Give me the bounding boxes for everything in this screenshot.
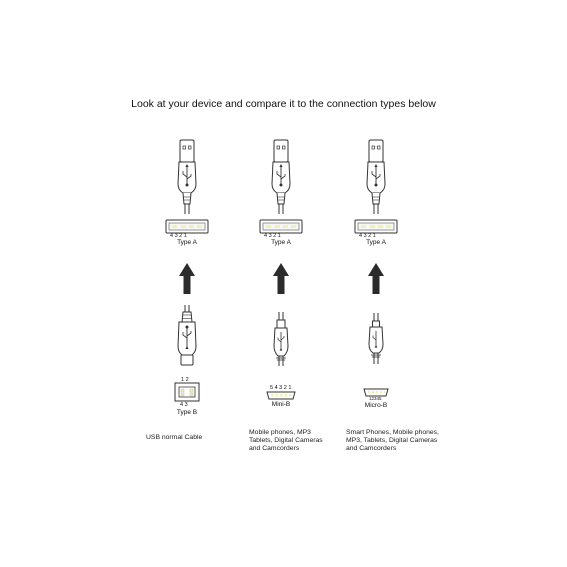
micro-b-plug-icon bbox=[369, 313, 383, 364]
mini-b-plug-icon bbox=[274, 312, 288, 366]
type-label: Type A bbox=[271, 239, 291, 246]
pin-numbers: 4 3 2 1 bbox=[359, 233, 376, 239]
pin-numbers: 12345 bbox=[369, 396, 382, 401]
arrow-up-icon bbox=[179, 263, 195, 294]
pin-numbers: 4 3 2 1 bbox=[264, 233, 281, 239]
pin-numbers: 5 4 3 2 1 bbox=[270, 385, 292, 391]
type-label: Micro-B bbox=[364, 402, 388, 409]
description: Smart Phones, Mobile phones, MP3, Tablets, Digital Cameras and Camcorders bbox=[346, 429, 439, 452]
usb-a-plug-icon bbox=[367, 140, 385, 214]
description: USB normal Cable bbox=[146, 434, 203, 441]
description: Mobile phones, MP3 Tablets, Digital Cameras and Camcorders bbox=[249, 429, 323, 452]
page-heading: Look at your device and compare it to the connection types below bbox=[131, 98, 436, 110]
usb-b-plug-icon bbox=[178, 305, 196, 365]
type-label: Type A bbox=[177, 239, 197, 246]
usb-a-plug-icon bbox=[272, 140, 290, 214]
type-label: Mini-B bbox=[271, 401, 291, 408]
mini-b-port-icon bbox=[267, 392, 295, 399]
arrow-up-icon bbox=[273, 263, 289, 294]
type-label: Type A bbox=[366, 239, 386, 246]
usb-a-port-icon bbox=[355, 220, 397, 233]
type-label: Type B bbox=[176, 409, 198, 416]
pin-numbers: 1 2 bbox=[181, 377, 189, 383]
usb-a-plug-icon bbox=[178, 140, 196, 214]
pin-numbers: 4 3 2 1 bbox=[170, 233, 187, 239]
arrow-up-icon bbox=[368, 263, 384, 294]
usb-a-port-icon bbox=[260, 220, 302, 233]
micro-b-port-icon bbox=[364, 389, 388, 396]
pin-numbers: 4 3 bbox=[180, 402, 188, 408]
usb-a-port-icon bbox=[166, 220, 208, 233]
usb-b-port-icon bbox=[175, 383, 199, 401]
